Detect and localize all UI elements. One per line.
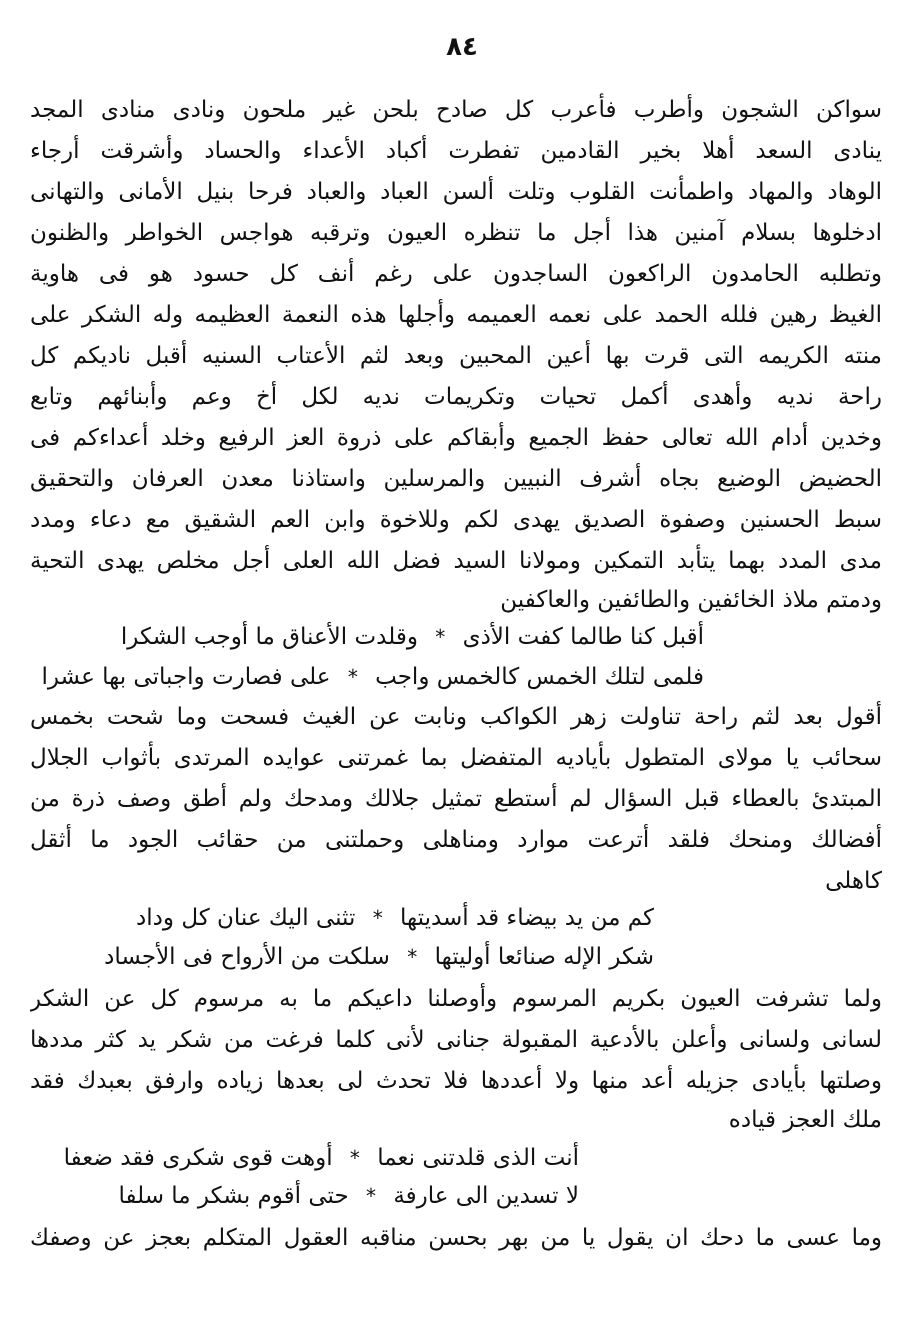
verse-first-hemistich: كم من يد بيضاء قد أسديتها <box>400 905 654 931</box>
verse-second-hemistich: تثنى اليك عنان كل وداد <box>136 905 356 931</box>
verse-separator: * <box>349 1146 360 1170</box>
text-line: سحائب يا مولاى المتطول بأياديه المتفضل بما غمرتنى عوايده المرتدى بأثواب الجلال <box>30 745 882 771</box>
verse-second-hemistich: أوهت قوى شكرى فقد ضعفا <box>63 1145 333 1171</box>
verse-line <box>118 1176 579 1216</box>
text-line: ينادى السعد أهلا بخير القادمين تفطرت أكباد الأعداء والحساد وأشرقت أرجاء <box>30 138 882 164</box>
text-line: لسانى ولسانى وأعلن بالأدعية المقبولة جنانى لأنى كلما فرغت من شكر يد كثر مددها <box>30 1027 882 1053</box>
verse-line <box>136 898 654 938</box>
text-line: أقول بعد لثم راحة تناولت زهر الكواكب ونابت عن الغيث فسحت وما شحت بخمس <box>30 704 882 730</box>
verse-separator: * <box>366 1184 376 1208</box>
verse-line <box>64 1138 579 1178</box>
verse-line <box>41 657 704 697</box>
text-line: وصلتها بأيادى جزيله أعد منها ولا أعددها فلا تحدث لى بعدها زياده وارفق بعبدك فقد <box>30 1068 882 1094</box>
text-line: منته الكريمه التى قرت بها أعين المحبين وبعد لثم الأعتاب السنيه أقبل ناديكم كل <box>30 343 882 369</box>
verse-first-hemistich: أقبل كنا طالما كفت الأذى <box>462 624 704 650</box>
verse-separator: * <box>435 625 446 649</box>
text-line: أفضالك ومنحك فلقد أترعت موارد ومناهلى وحملتنى من حقائب الجود ما أثقل <box>30 827 882 853</box>
text-line: راحة نديه وأهدى أكمل تحيات وتكريمات نديه لكل أخ وعم وأبنائهم وتابع <box>30 384 882 410</box>
verse-first-hemistich: فلمى لتلك الخمس كالخمس واجب <box>375 664 704 690</box>
text-line: مدى المدد بهما يتأبد التمكين ومولانا السيد فضل الله العلى أجل مخلص يهدى التحية <box>30 548 882 574</box>
text-line: ملك العجز قياده <box>728 1107 882 1133</box>
verse-separator: * <box>372 906 383 930</box>
text-line: كاهلى <box>825 868 882 894</box>
text-line: سواكن الشجون وأطرب فأعرب كل صادح بلحن غير ملحون ونادى منادى المجد <box>30 97 882 123</box>
verse-line <box>104 937 654 977</box>
text-line: سبط الحسنين وصفوة الصديق يهدى لكم وللاخوة وابن العم الشقيق مع دعاء ومدد <box>30 507 882 533</box>
verse-first-hemistich: شكر الإله صنائعا أوليتها <box>434 944 654 970</box>
page-number: ٨٤ <box>446 32 478 62</box>
verse-second-hemistich: على فصارت واجباتى بها عشرا <box>41 664 331 690</box>
verse-line <box>121 617 704 657</box>
verse-first-hemistich: لا تسدين الى عارفة <box>393 1183 579 1209</box>
text-line: وتطلبه الحامدون الراكعون الساجدون على رغم أنف كل حسود هو فى هاوية <box>30 261 882 287</box>
text-line: وما عسى ما دحك ان يقول يا من بهر بحسن مناقبه العقول المتكلم بعجز عن وصفك <box>30 1225 882 1251</box>
verse-separator: * <box>407 945 418 969</box>
text-line: ولما تشرفت العيون بكريم المرسوم وأوصلنا داعيكم ما به مرسوم كل عن الشكر <box>30 986 882 1012</box>
text-line: الوهاد والمهاد واطمأنت القلوب وتلت ألسن العباد والعباد فرحا بنيل الأمانى والتهانى <box>30 179 882 205</box>
text-line: المبتدئ بالعطاء قبل السؤال لم أستطع تمثيل جلالك ومدحك ولم أطق وصف ذرة من <box>30 786 882 812</box>
text-line: الغيظ رهين فلله الحمد على نعمه العميمه وأجلها هذه النعمة العظيمه وله الشكر على <box>30 302 882 328</box>
verse-separator: * <box>347 665 358 689</box>
text-line: الحضيض الوضيع بجاه أشرف النبيين والمرسلين واستاذنا معدن العرفان والتحقيق <box>30 466 882 492</box>
text-line: وخدين أدام الله تعالى حفظ الجميع وأبقاكم على ذروة العز الرفيع وخلد أعداءكم فى <box>30 425 882 451</box>
text-line: ودمتم ملاذ الخائفين والطائفين والعاكفين <box>500 587 882 613</box>
verse-second-hemistich: سلكت من الأرواح فى الأجساد <box>104 944 390 970</box>
text-line: ادخلوها بسلام آمنين هذا أجل ما تنظره العيون وترقبه هواجس الخواطر والظنون <box>30 220 882 246</box>
verse-second-hemistich: حتى أقوم بشكر ما سلفا <box>118 1183 349 1209</box>
verse-second-hemistich: وقلدت الأعناق ما أوجب الشكرا <box>120 624 418 650</box>
verse-first-hemistich: أنت الذى قلدتنى نعما <box>377 1145 579 1171</box>
